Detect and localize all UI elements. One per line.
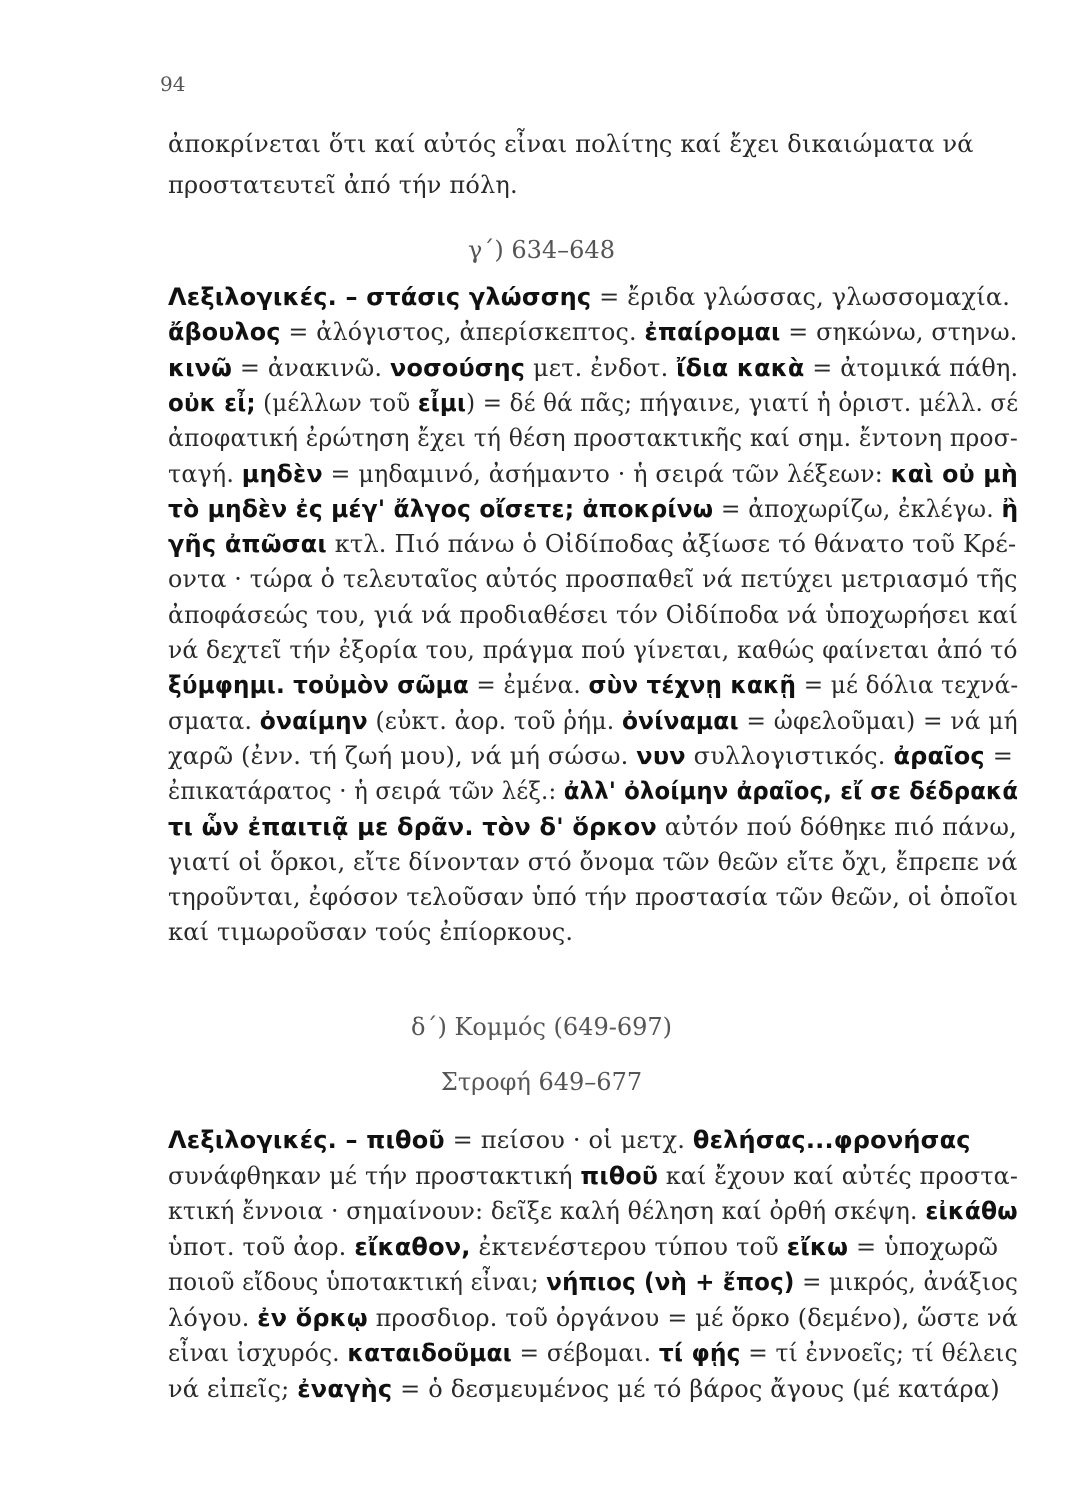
section-d-subheading: Στροφή 649–677 [440,1068,643,1096]
text-line: νά εἰπεῖς; ἐναγὴς = ὁ δεσμευμένος μέ τό βάρος ἄγους (μέ κατάρα) [168,1374,1000,1403]
text-line: ἀποφάσεώς του, γιά νά προδιαθέσει τόν Οἰδίποδα νά ὑποχωρήσει καί [168,600,1019,629]
text-line: ποιοῦ εἴδους ὑποτακτική εἶναι; νήπιος (νὴ + ἔπος) = μικρός, ἀνάξιος [168,1268,1019,1296]
text-line: κτική ἔννοια · σημαίνουν: δεῖξε καλή θέληση καί ὀρθή σκέψη. εἰκάθω [168,1197,1018,1225]
section-g-heading: γ΄) 634–648 [468,236,615,264]
section-d-heading: δ΄) Κομμός (649-697) [411,1013,672,1041]
text-line: οντα · τώρα ὁ τελευταῖος αὐτός προσπαθεῖ νά πετύχει μετριασμό τῆς [168,565,1018,594]
text-line: ταγή. μηδὲν = μηδαμινό, ἀσήμαντο · ἡ σειρά τῶν λέξεων: καὶ οὐ μὴ [168,459,1018,488]
text-line: καί τιμωροῦσαν τούς ἐπίορκους. [168,918,574,947]
text-line: χαρῶ (ἐνν. τή ζωή μου), νά μή σώσω. νυν συλλογιστικός. ἀραῖος = [168,741,1014,770]
page-number: 94 [160,72,186,96]
text-line: Λεξιλογικές. – στάσις γλώσσης = ἔριδα γλώσσας, γλωσσομαχία. [168,283,1011,311]
text-line: σματα. ὀναίμην (εὐκτ. ἀορ. τοῦ ῥήμ. ὀνίναμαι = ὠφελοῦμαι) = νά μή [168,706,1018,735]
text-line: τι ὧν ἐπαιτιᾷ με δρᾶν. τὸν δ' ὅρκον αὐτόν πού δόθηκε πιό πάνω, [168,812,1017,841]
text-line: ἀποφατική ἐρώτηση ἔχει τή θέση προστακτικῆς καί σημ. ἔντονη προσ- [168,424,1019,453]
text-line: τηροῦνται, ἐφόσον τελοῦσαν ὑπό τήν προστασία τῶν θεῶν, οἱ ὁποῖοι [168,883,1019,912]
text-line: ἄβουλος = ἀλόγιστος, ἀπερίσκεπτος. ἐπαίρομαι = σηκώνω, στηνω. [168,318,1018,347]
text-line: νά δεχτεῖ τήν ἐξορία του, πράγμα πού γίνεται, καθώς φαίνεται ἀπό τό [168,636,1018,664]
text-line: γιατί οἱ ὅρκοι, εἴτε δίνονταν στό ὄνομα τῶν θεῶν εἴτε ὄχι, ἔπρεπε νά [168,847,1018,876]
text-line: ἐπικατάρατος · ἡ σειρά τῶν λέξ.: ἀλλ' ὀλοίμην ἀραῖος, εἴ σε δέδρακά [168,777,1019,806]
text-line: τὸ μηδὲν ἐς μέγ' ἄλγος οἴσετε; ἀποκρίνω = ἀποχωρίζω, ἐκλέγω. ἢ [168,494,1019,523]
text-line: προστατευτεῖ ἀπό τήν πόλη. [168,171,518,199]
text-line: κινῶ = ἀνακινῶ. νοσούσης μετ. ἐνδοτ. ἴδια κακὰ = ἀτομικά πάθη. [168,353,1019,382]
text-line: εἶναι ἰσχυρός. καταιδοῦμαι = σέβομαι. τί φῄς = τί ἐννοεῖς; τί θέλεις [168,1339,1018,1367]
text-line: λόγου. ἐν ὅρκῳ προσδιορ. τοῦ ὀργάνου = μέ ὅρκο (δεμένο), ὥστε νά [168,1303,1019,1332]
text-line: οὐκ εἶ; (μέλλων τοῦ εἶμι) = δέ θά πᾶς; πήγαινε, γιατί ἡ ὁριστ. μέλλ. σέ [168,388,1019,417]
text-line: ξύμφημι. τοὐμὸν σῶμα = ἐμένα. σὺν τέχνῃ κακῇ = μέ δόλια τεχνά- [168,671,1019,700]
text-line: ὑποτ. τοῦ ἀορ. εἴκαθον, ἐκτενέστερου τύπου τοῦ εἴκω = ὑποχωρῶ [168,1232,999,1261]
text-line: γῆς ἀπῶσαι κτλ. Πιό πάνω ὁ Οἰδίποδας ἀξίωσε τό θάνατο τοῦ Κρέ- [168,530,1017,559]
text-line: ἀποκρίνεται ὅτι καί αὐτός εἶναι πολίτης καί ἔχει δικαιώματα νά [168,130,974,158]
text-line: συνάφθηκαν μέ τήν προστακτική πιθοῦ καί ἔχουν καί αὐτές προστα- [168,1161,1019,1190]
text-line: Λεξιλογικές. – πιθοῦ = πείσου · οἱ μετχ. θελήσας...φρονήσας [168,1126,971,1154]
